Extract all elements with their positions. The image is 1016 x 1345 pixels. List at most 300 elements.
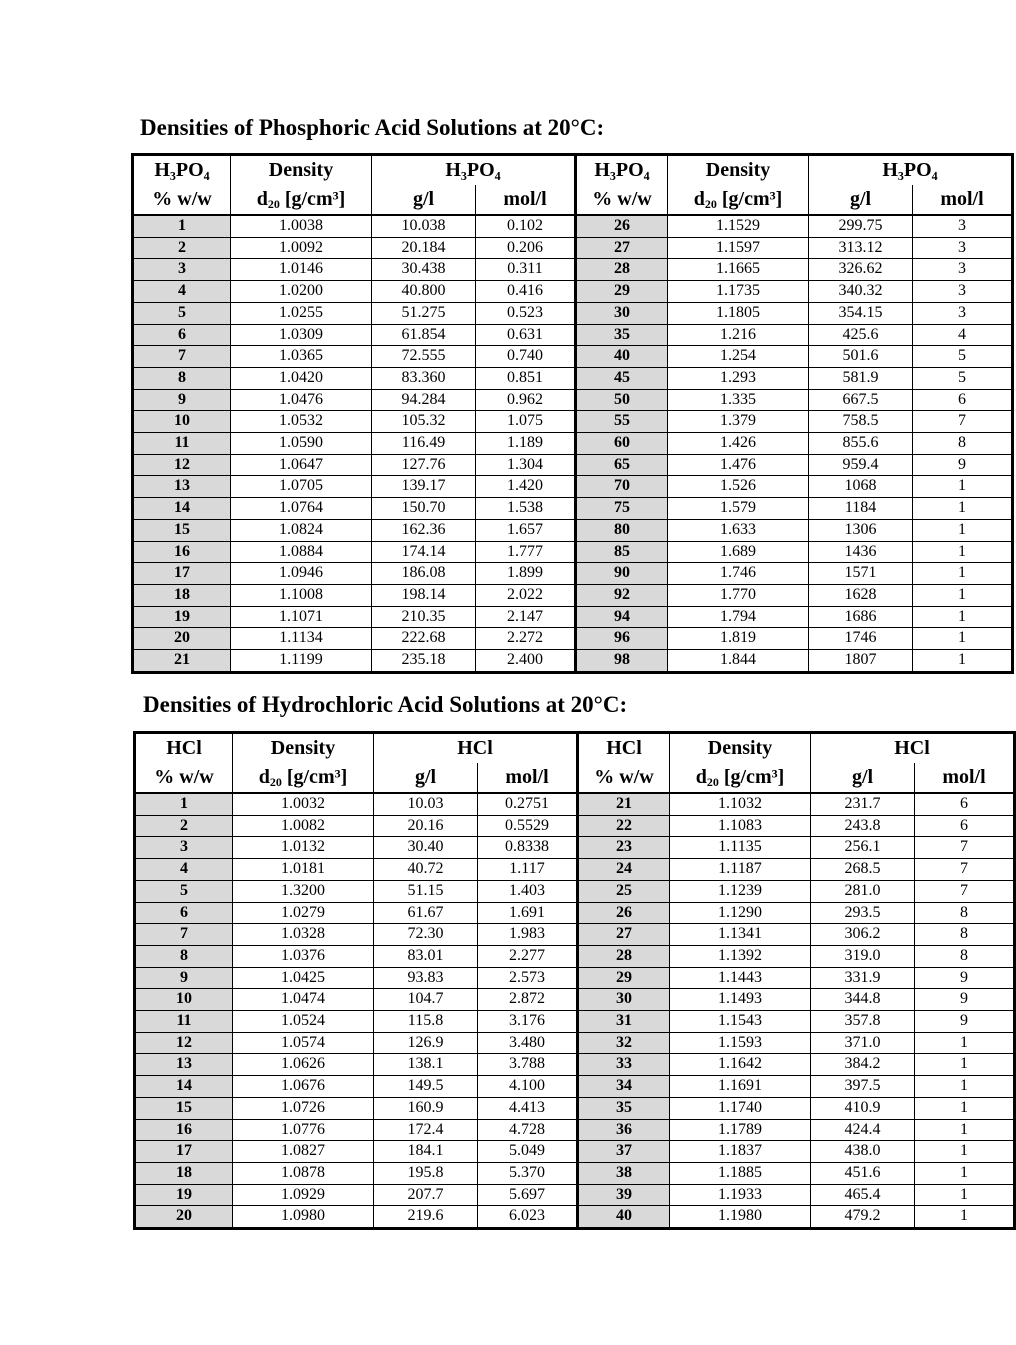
right-density-cell: 1.1665 — [668, 259, 809, 281]
right-gl-cell: 1571 — [809, 563, 913, 585]
right-density-cell: 1.1837 — [670, 1141, 811, 1163]
right-density-cell: 1.1529 — [668, 215, 809, 237]
table-row — [135, 1054, 1015, 1076]
right-moll-cell: 1 — [915, 1076, 1015, 1098]
right-pct-cell: 55 — [576, 411, 668, 433]
right-gl-cell: 293.5 — [811, 902, 915, 924]
left-gl-cell: 160.9 — [374, 1097, 478, 1119]
left-density-cell: 1.0200 — [231, 281, 372, 303]
left-moll-cell: 1.691 — [478, 902, 578, 924]
left-density-cell: 1.0255 — [231, 302, 372, 324]
d-unit: [g/cm³] — [716, 188, 783, 210]
left-moll-cell: 0.102 — [476, 215, 576, 237]
left-pct-cell: 15 — [135, 1097, 233, 1119]
phosphoric-table-title: Densities of Phosphoric Acid Solutions at 20°C: — [140, 115, 605, 140]
right-pct-cell: 94 — [576, 606, 668, 628]
left-density-cell: 1.3200 — [233, 880, 374, 902]
right-moll-cell: 1 — [915, 1119, 1015, 1141]
right-gl-cell: 501.6 — [809, 346, 913, 368]
left-moll-cell: 1.304 — [476, 454, 576, 476]
left-moll-cell: 2.022 — [476, 584, 576, 606]
header-acid-group-left: HCl — [374, 733, 578, 764]
left-pct-cell: 19 — [135, 1184, 233, 1206]
header-acid-right: HCl — [578, 733, 670, 764]
right-density-cell: 1.426 — [668, 433, 809, 455]
left-moll-cell: 2.573 — [478, 967, 578, 989]
table-row — [133, 367, 1013, 389]
right-density-cell: 1.1885 — [670, 1162, 811, 1184]
left-gl-cell: 139.17 — [372, 476, 476, 498]
left-pct-cell: 19 — [133, 606, 231, 628]
right-density-cell: 1.216 — [668, 324, 809, 346]
right-gl-cell: 425.6 — [809, 324, 913, 346]
left-moll-cell: 2.400 — [476, 650, 576, 673]
left-pct-cell: 11 — [133, 433, 231, 455]
left-moll-cell: 2.277 — [478, 945, 578, 967]
right-pct-cell: 40 — [576, 346, 668, 368]
left-moll-cell: 1.538 — [476, 498, 576, 520]
left-pct-cell: 5 — [135, 880, 233, 902]
left-gl-cell: 207.7 — [374, 1184, 478, 1206]
right-density-cell: 1.526 — [668, 476, 809, 498]
left-moll-cell: 1.403 — [478, 880, 578, 902]
left-density-cell: 1.0032 — [233, 793, 374, 815]
right-pct-cell: 22 — [578, 815, 670, 837]
right-moll-cell: 7 — [913, 411, 1013, 433]
header-pct-left: % w/w — [133, 185, 231, 215]
right-density-cell: 1.689 — [668, 541, 809, 563]
left-moll-cell: 4.100 — [478, 1076, 578, 1098]
header-acid-left: H₃PO₄ — [133, 155, 231, 186]
left-density-cell: 1.0376 — [233, 945, 374, 967]
table-row — [135, 880, 1015, 902]
left-pct-cell: 8 — [135, 945, 233, 967]
table-row — [133, 454, 1013, 476]
header-gl-left: g/l — [372, 185, 476, 215]
left-pct-cell: 18 — [133, 584, 231, 606]
left-pct-cell: 15 — [133, 519, 231, 541]
right-density-cell: 1.1597 — [668, 237, 809, 259]
left-gl-cell: 184.1 — [374, 1141, 478, 1163]
left-density-cell: 1.0365 — [231, 346, 372, 368]
left-pct-cell: 1 — [135, 793, 233, 815]
table-row — [135, 989, 1015, 1011]
table-row — [135, 1206, 1015, 1229]
right-gl-cell: 855.6 — [809, 433, 913, 455]
left-gl-cell: 198.14 — [372, 584, 476, 606]
header-gl-right: g/l — [811, 763, 915, 793]
right-density-cell: 1.633 — [668, 519, 809, 541]
right-density-cell: 1.379 — [668, 411, 809, 433]
table-row — [135, 1119, 1015, 1141]
table-row — [135, 1141, 1015, 1163]
left-pct-cell: 12 — [135, 1032, 233, 1054]
left-moll-cell: 0.631 — [476, 324, 576, 346]
right-gl-cell: 424.4 — [811, 1119, 915, 1141]
right-pct-cell: 92 — [576, 584, 668, 606]
left-density-cell: 1.0590 — [231, 433, 372, 455]
left-moll-cell: 1.657 — [476, 519, 576, 541]
right-density-cell: 1.794 — [668, 606, 809, 628]
table-row — [133, 519, 1013, 541]
right-pct-cell: 35 — [576, 324, 668, 346]
header-density-right: Density — [668, 155, 809, 186]
left-gl-cell: 40.800 — [372, 281, 476, 303]
left-gl-cell: 150.70 — [372, 498, 476, 520]
left-gl-cell: 174.14 — [372, 541, 476, 563]
right-gl-cell: 1628 — [809, 584, 913, 606]
left-density-cell: 1.0476 — [231, 389, 372, 411]
right-gl-cell: 371.0 — [811, 1032, 915, 1054]
header-d20-left — [231, 185, 372, 215]
table-row — [133, 650, 1013, 673]
right-pct-cell: 38 — [578, 1162, 670, 1184]
right-pct-cell: 37 — [578, 1141, 670, 1163]
right-gl-cell: 1436 — [809, 541, 913, 563]
right-density-cell: 1.1135 — [670, 837, 811, 859]
right-moll-cell: 1 — [913, 628, 1013, 650]
left-pct-cell: 11 — [135, 1011, 233, 1033]
left-gl-cell: 115.8 — [374, 1011, 478, 1033]
right-gl-cell: 410.9 — [811, 1097, 915, 1119]
left-moll-cell: 0.523 — [476, 302, 576, 324]
left-density-cell: 1.0425 — [233, 967, 374, 989]
right-pct-cell: 80 — [576, 519, 668, 541]
right-pct-cell: 98 — [576, 650, 668, 673]
table-row — [133, 215, 1013, 237]
right-density-cell: 1.819 — [668, 628, 809, 650]
left-gl-cell: 162.36 — [372, 519, 476, 541]
right-pct-cell: 34 — [578, 1076, 670, 1098]
right-moll-cell: 1 — [915, 1184, 1015, 1206]
left-pct-cell: 14 — [135, 1076, 233, 1098]
right-moll-cell: 7 — [915, 880, 1015, 902]
left-gl-cell: 104.7 — [374, 989, 478, 1011]
right-moll-cell: 6 — [915, 793, 1015, 815]
left-density-cell: 1.1199 — [231, 650, 372, 673]
table-row — [135, 924, 1015, 946]
right-moll-cell: 1 — [913, 650, 1013, 673]
left-pct-cell: 9 — [133, 389, 231, 411]
table-row — [133, 302, 1013, 324]
left-pct-cell: 3 — [135, 837, 233, 859]
table-row — [133, 606, 1013, 628]
right-gl-cell: 357.8 — [811, 1011, 915, 1033]
d-prefix: d — [695, 766, 707, 788]
left-gl-cell: 30.40 — [374, 837, 478, 859]
right-pct-cell: 26 — [576, 215, 668, 237]
right-gl-cell: 479.2 — [811, 1206, 915, 1229]
right-density-cell: 1.1691 — [670, 1076, 811, 1098]
right-density-cell: 1.1341 — [670, 924, 811, 946]
left-gl-cell: 10.038 — [372, 215, 476, 237]
left-density-cell: 1.0676 — [233, 1076, 374, 1098]
table-row — [135, 945, 1015, 967]
right-pct-cell: 36 — [578, 1119, 670, 1141]
right-density-cell: 1.1239 — [670, 880, 811, 902]
left-moll-cell: 0.206 — [476, 237, 576, 259]
left-pct-cell: 7 — [133, 346, 231, 368]
right-gl-cell: 451.6 — [811, 1162, 915, 1184]
right-moll-cell: 1 — [915, 1054, 1015, 1076]
right-pct-cell: 40 — [578, 1206, 670, 1229]
left-density-cell: 1.0884 — [231, 541, 372, 563]
left-pct-cell: 1 — [133, 215, 231, 237]
left-density-cell: 1.1134 — [231, 628, 372, 650]
right-pct-cell: 30 — [578, 989, 670, 1011]
d-subscript: 20 — [706, 775, 719, 789]
left-pct-cell: 8 — [133, 367, 231, 389]
right-pct-cell: 35 — [578, 1097, 670, 1119]
table-row — [133, 389, 1013, 411]
right-gl-cell: 1746 — [809, 628, 913, 650]
right-density-cell: 1.293 — [668, 367, 809, 389]
left-moll-cell: 1.899 — [476, 563, 576, 585]
left-gl-cell: 93.83 — [374, 967, 478, 989]
left-pct-cell: 4 — [135, 859, 233, 881]
header-density-left: Density — [231, 155, 372, 186]
table-row — [133, 433, 1013, 455]
right-moll-cell: 6 — [915, 815, 1015, 837]
right-gl-cell: 1306 — [809, 519, 913, 541]
header-pct-right: % w/w — [578, 763, 670, 793]
phosphoric-density-table — [131, 153, 1014, 674]
right-moll-cell: 5 — [913, 367, 1013, 389]
right-moll-cell: 8 — [915, 902, 1015, 924]
right-pct-cell: 39 — [578, 1184, 670, 1206]
right-density-cell: 1.476 — [668, 454, 809, 476]
header-moll-left: mol/l — [478, 763, 578, 793]
left-density-cell: 1.0181 — [233, 859, 374, 881]
header-d20-right — [668, 185, 809, 215]
left-density-cell: 1.0092 — [231, 237, 372, 259]
left-density-cell: 1.0878 — [233, 1162, 374, 1184]
right-gl-cell: 1807 — [809, 650, 913, 673]
header-gl-left: g/l — [374, 763, 478, 793]
right-pct-cell: 24 — [578, 859, 670, 881]
hydrochloric-table-title: Densities of Hydrochloric Acid Solutions at 20°C: — [143, 692, 628, 717]
left-density-cell: 1.0532 — [231, 411, 372, 433]
left-moll-cell: 1.117 — [478, 859, 578, 881]
left-gl-cell: 116.49 — [372, 433, 476, 455]
right-moll-cell: 4 — [913, 324, 1013, 346]
left-density-cell: 1.1008 — [231, 584, 372, 606]
right-pct-cell: 31 — [578, 1011, 670, 1033]
left-density-cell: 1.0726 — [233, 1097, 374, 1119]
right-gl-cell: 299.75 — [809, 215, 913, 237]
d-prefix: d — [693, 188, 705, 210]
left-moll-cell: 1.420 — [476, 476, 576, 498]
right-density-cell: 1.1392 — [670, 945, 811, 967]
right-pct-cell: 30 — [576, 302, 668, 324]
left-gl-cell: 20.184 — [372, 237, 476, 259]
left-density-cell: 1.0328 — [233, 924, 374, 946]
right-gl-cell: 243.8 — [811, 815, 915, 837]
header-d20-right — [670, 763, 811, 793]
table-row — [133, 324, 1013, 346]
left-pct-cell: 13 — [133, 476, 231, 498]
d-subscript: 20 — [269, 775, 282, 789]
left-density-cell: 1.0279 — [233, 902, 374, 924]
left-pct-cell: 12 — [133, 454, 231, 476]
left-pct-cell: 18 — [135, 1162, 233, 1184]
header-pct-right: % w/w — [576, 185, 668, 215]
left-moll-cell: 0.851 — [476, 367, 576, 389]
header-moll-right: mol/l — [913, 185, 1013, 215]
left-density-cell: 1.0474 — [233, 989, 374, 1011]
right-pct-cell: 96 — [576, 628, 668, 650]
right-density-cell: 1.1735 — [668, 281, 809, 303]
right-pct-cell: 25 — [578, 880, 670, 902]
left-pct-cell: 4 — [133, 281, 231, 303]
table-row — [133, 563, 1013, 585]
left-pct-cell: 14 — [133, 498, 231, 520]
left-density-cell: 1.0132 — [233, 837, 374, 859]
right-pct-cell: 28 — [578, 945, 670, 967]
right-gl-cell: 667.5 — [809, 389, 913, 411]
left-moll-cell: 1.189 — [476, 433, 576, 455]
table-row — [135, 815, 1015, 837]
right-moll-cell: 9 — [913, 454, 1013, 476]
table-row — [133, 281, 1013, 303]
left-gl-cell: 72.30 — [374, 924, 478, 946]
right-pct-cell: 50 — [576, 389, 668, 411]
right-moll-cell: 3 — [913, 259, 1013, 281]
left-moll-cell: 1.777 — [476, 541, 576, 563]
left-density-cell: 1.0309 — [231, 324, 372, 346]
right-gl-cell: 331.9 — [811, 967, 915, 989]
right-moll-cell: 7 — [915, 837, 1015, 859]
right-gl-cell: 758.5 — [809, 411, 913, 433]
left-moll-cell: 0.740 — [476, 346, 576, 368]
left-pct-cell: 20 — [135, 1206, 233, 1229]
left-moll-cell: 6.023 — [478, 1206, 578, 1229]
right-gl-cell: 438.0 — [811, 1141, 915, 1163]
right-moll-cell: 9 — [915, 1011, 1015, 1033]
left-moll-cell: 2.147 — [476, 606, 576, 628]
hydrochloric-table-body — [135, 793, 1015, 1229]
right-pct-cell: 33 — [578, 1054, 670, 1076]
right-moll-cell: 1 — [913, 606, 1013, 628]
table-row — [135, 859, 1015, 881]
right-density-cell: 1.335 — [668, 389, 809, 411]
header-acid-right: H₃PO₄ — [576, 155, 668, 186]
right-gl-cell: 319.0 — [811, 945, 915, 967]
left-moll-cell: 0.416 — [476, 281, 576, 303]
right-density-cell: 1.1789 — [670, 1119, 811, 1141]
right-moll-cell: 1 — [913, 541, 1013, 563]
left-density-cell: 1.0420 — [231, 367, 372, 389]
left-gl-cell: 83.01 — [374, 945, 478, 967]
left-pct-cell: 10 — [135, 989, 233, 1011]
header-acid-left: HCl — [135, 733, 233, 764]
right-gl-cell: 256.1 — [811, 837, 915, 859]
right-density-cell: 1.770 — [668, 584, 809, 606]
left-gl-cell: 20.16 — [374, 815, 478, 837]
left-moll-cell: 5.697 — [478, 1184, 578, 1206]
table-row — [133, 476, 1013, 498]
table-row — [135, 837, 1015, 859]
right-moll-cell: 1 — [915, 1162, 1015, 1184]
d-subscript: 20 — [267, 197, 280, 211]
left-moll-cell: 0.2751 — [478, 793, 578, 815]
right-density-cell: 1.1290 — [670, 902, 811, 924]
d-unit: [g/cm³] — [281, 766, 348, 788]
left-density-cell: 1.0626 — [233, 1054, 374, 1076]
left-density-cell: 1.0524 — [233, 1011, 374, 1033]
left-pct-cell: 3 — [133, 259, 231, 281]
right-moll-cell: 9 — [915, 989, 1015, 1011]
left-density-cell: 1.0764 — [231, 498, 372, 520]
right-pct-cell: 85 — [576, 541, 668, 563]
left-pct-cell: 16 — [133, 541, 231, 563]
right-moll-cell: 7 — [915, 859, 1015, 881]
left-pct-cell: 17 — [133, 563, 231, 585]
left-gl-cell: 40.72 — [374, 859, 478, 881]
table-row — [135, 967, 1015, 989]
right-gl-cell: 1184 — [809, 498, 913, 520]
left-moll-cell: 0.8338 — [478, 837, 578, 859]
right-moll-cell: 1 — [913, 519, 1013, 541]
left-moll-cell: 1.983 — [478, 924, 578, 946]
hydrochloric-density-table — [133, 731, 1016, 1230]
right-density-cell: 1.844 — [668, 650, 809, 673]
right-gl-cell: 281.0 — [811, 880, 915, 902]
right-gl-cell: 1686 — [809, 606, 913, 628]
header-density-right: Density — [670, 733, 811, 764]
left-pct-cell: 16 — [135, 1119, 233, 1141]
left-density-cell: 1.0824 — [231, 519, 372, 541]
left-gl-cell: 94.284 — [372, 389, 476, 411]
table-row — [135, 793, 1015, 815]
table-row — [133, 541, 1013, 563]
right-pct-cell: 23 — [578, 837, 670, 859]
left-pct-cell: 6 — [133, 324, 231, 346]
right-gl-cell: 354.15 — [809, 302, 913, 324]
right-pct-cell: 27 — [576, 237, 668, 259]
right-pct-cell: 29 — [576, 281, 668, 303]
table-row — [135, 1032, 1015, 1054]
header-gl-right: g/l — [809, 185, 913, 215]
left-density-cell: 1.0705 — [231, 476, 372, 498]
right-density-cell: 1.1083 — [670, 815, 811, 837]
left-pct-cell: 7 — [135, 924, 233, 946]
right-density-cell: 1.579 — [668, 498, 809, 520]
d-prefix: d — [258, 766, 270, 788]
header-acid-group-right: HCl — [811, 733, 1015, 764]
left-gl-cell: 210.35 — [372, 606, 476, 628]
d-unit: [g/cm³] — [718, 766, 785, 788]
left-pct-cell: 2 — [133, 237, 231, 259]
right-density-cell: 1.1187 — [670, 859, 811, 881]
right-gl-cell: 313.12 — [809, 237, 913, 259]
left-moll-cell: 0.5529 — [478, 815, 578, 837]
right-density-cell: 1.1805 — [668, 302, 809, 324]
right-pct-cell: 75 — [576, 498, 668, 520]
right-gl-cell: 465.4 — [811, 1184, 915, 1206]
right-gl-cell: 581.9 — [809, 367, 913, 389]
right-gl-cell: 326.62 — [809, 259, 913, 281]
right-moll-cell: 1 — [913, 584, 1013, 606]
left-moll-cell: 4.413 — [478, 1097, 578, 1119]
right-moll-cell: 1 — [915, 1206, 1015, 1229]
left-moll-cell: 3.788 — [478, 1054, 578, 1076]
d-prefix: d — [256, 188, 268, 210]
right-moll-cell: 5 — [913, 346, 1013, 368]
right-density-cell: 1.254 — [668, 346, 809, 368]
left-gl-cell: 10.03 — [374, 793, 478, 815]
table-row — [135, 1011, 1015, 1033]
